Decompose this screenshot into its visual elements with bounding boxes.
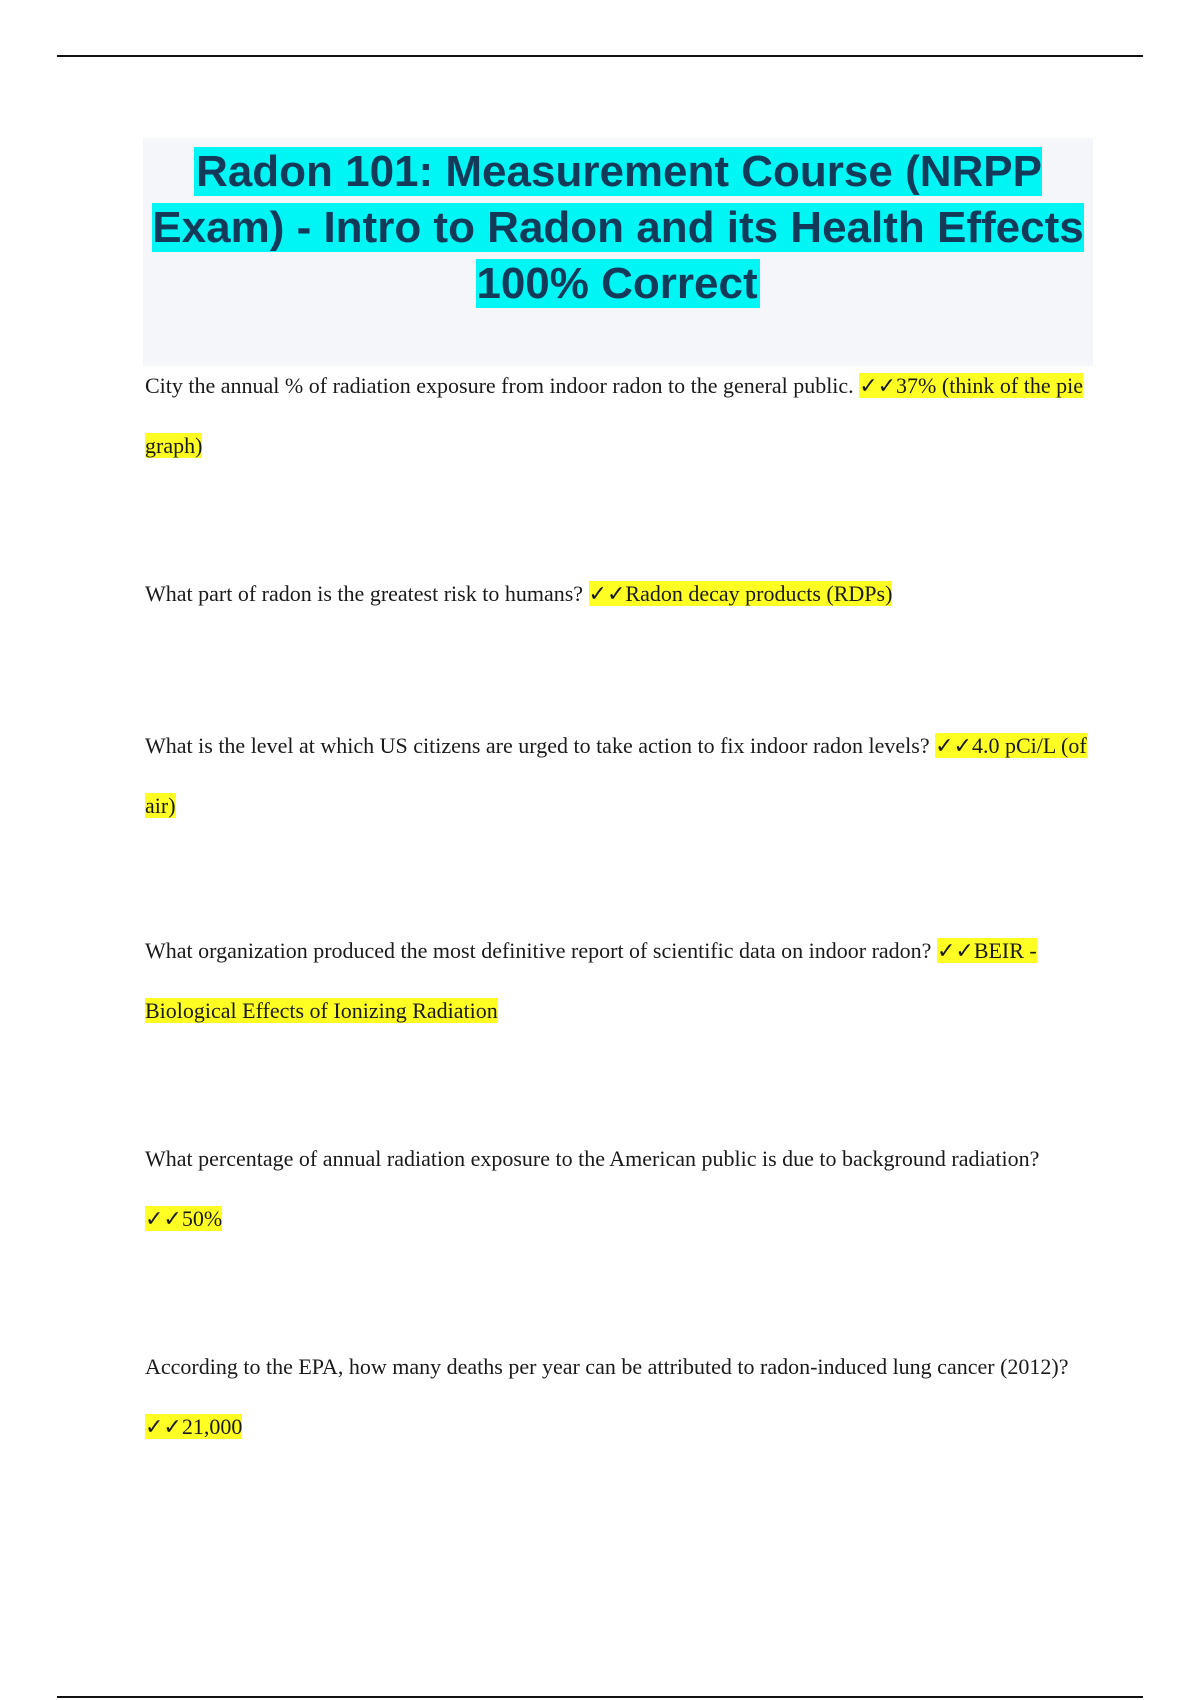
question-text: What is the level at which US citizens are urged to take action to fix indoor radon levels? (145, 733, 930, 758)
qa-item (145, 716, 1095, 836)
question-text: According to the EPA, how many deaths per year can be attributed to radon-induced lung cancer (2012)? (145, 1354, 1069, 1379)
footer-rule (57, 1696, 1143, 1698)
question-text: What part of radon is the greatest risk to humans? (145, 581, 584, 606)
title-block (143, 138, 1093, 366)
qa-item (145, 1129, 1095, 1249)
qa-item (145, 921, 1095, 1041)
answer-text: ✓✓4.0 pCi/L (of air) (145, 733, 1087, 818)
qa-item (145, 356, 1095, 476)
answer-text: ✓✓BEIR - Biological Effects of Ionizing Radiation (145, 938, 1037, 1023)
document-title: Radon 101: Measurement Course (NRPP Exam) - Intro to Radon and its Health Effects 100% Correct (152, 147, 1084, 308)
answer-text: ✓✓37% (think of the pie graph) (145, 373, 1084, 458)
qa-item (145, 564, 1095, 624)
answer-text: ✓✓50% (145, 1206, 223, 1231)
header-rule (57, 55, 1143, 57)
question-text: What organization produced the most definitive report of scientific data on indoor radon? (145, 938, 932, 963)
answer-text: ✓✓21,000 (145, 1414, 243, 1439)
answer-text: ✓✓Radon decay products (RDPs) (588, 581, 893, 606)
question-text: City the annual % of radiation exposure from indoor radon to the general public. (145, 373, 854, 398)
question-text: What percentage of annual radiation exposure to the American public is due to background radiation? (145, 1146, 1040, 1171)
qa-item (145, 1337, 1095, 1457)
